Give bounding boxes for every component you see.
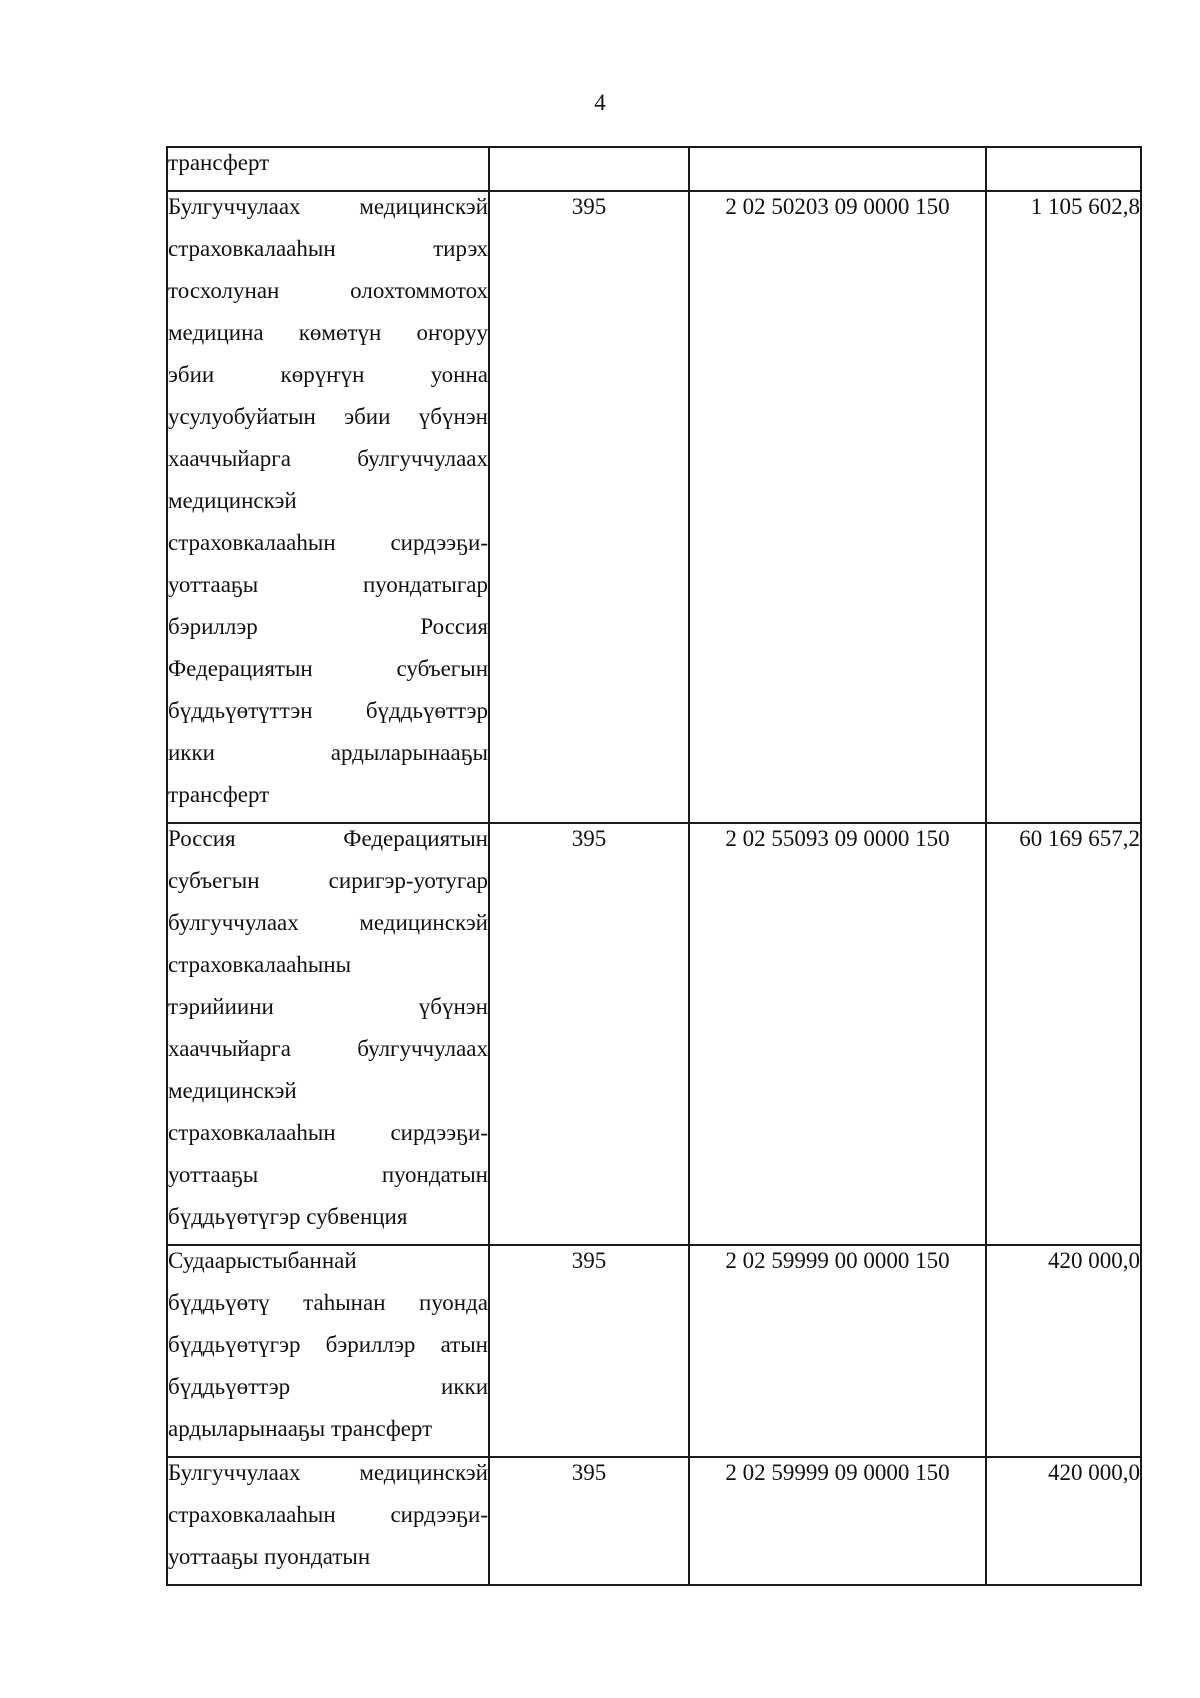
table-row <box>167 191 1141 823</box>
table-row <box>167 1457 1141 1585</box>
description-line: бэриллэр Россия <box>168 614 488 639</box>
row-amount: 60 169 657,2 <box>986 823 1141 1245</box>
description-line: Булгуччулаах медицинскэй <box>168 194 488 219</box>
row-budget-code <box>689 147 986 191</box>
description-line: хааччыйарга булгуччулаах <box>168 446 488 471</box>
row-admin-code: 395 <box>489 1245 689 1457</box>
description-line: булгуччулаах медицинскэй <box>168 910 488 935</box>
description-line: трансферт <box>168 150 270 175</box>
description-line: бүддьүөтүттэн бүддьүөттэр <box>168 698 488 723</box>
description-line: медицина көмөтүн оҥоруу <box>168 320 488 345</box>
budget-table <box>166 146 1142 1586</box>
description-line: страховкалааһын сирдээҕи- <box>168 1120 488 1145</box>
row-description <box>167 1457 489 1585</box>
description-line: хааччыйарга булгуччулаах <box>168 1036 488 1061</box>
description-line: Судаарыстыбаннай <box>168 1248 357 1273</box>
description-line: бүддьүөтүгэр субвенция <box>168 1204 408 1229</box>
row-amount: 420 000,0 <box>986 1457 1141 1585</box>
row-amount: 1 105 602,8 <box>986 191 1141 823</box>
table-row <box>167 147 1141 191</box>
row-description <box>167 1245 489 1457</box>
row-budget-code: 2 02 50203 09 0000 150 <box>689 191 986 823</box>
description-line: уоттааҕы пуондатын <box>168 1162 488 1187</box>
description-line: эбии көрүҥүн уонна <box>168 362 488 387</box>
description-line: субъегын сиригэр-уотугар <box>168 868 488 893</box>
row-budget-code: 2 02 55093 09 0000 150 <box>689 823 986 1245</box>
row-amount: 420 000,0 <box>986 1245 1141 1457</box>
row-admin-code: 395 <box>489 1457 689 1585</box>
description-line: бүддьүөттэр икки <box>168 1374 488 1399</box>
description-line: бүддьүөтүгэр бэриллэр атын <box>168 1332 488 1357</box>
description-line: Россия Федерациятын <box>168 826 488 851</box>
row-admin-code: 395 <box>489 191 689 823</box>
description-line: страховкалааһыны <box>168 952 352 977</box>
description-line: Булгуччулаах медицинскэй <box>168 1460 488 1485</box>
page-number: 4 <box>594 90 606 115</box>
description-line: медицинскэй <box>168 488 297 513</box>
description-line: уоттааҕы пуондатын <box>168 1544 371 1569</box>
row-amount <box>986 147 1141 191</box>
table-row <box>167 1245 1141 1457</box>
row-description <box>167 191 489 823</box>
table-row <box>167 823 1141 1245</box>
description-line: страховкалааһын тирэх <box>168 236 488 261</box>
description-line: страховкалааһын сирдээҕи- <box>168 530 488 555</box>
budget-table-body <box>167 147 1141 1585</box>
description-line: тэрийиини үбүнэн <box>168 994 488 1019</box>
row-budget-code: 2 02 59999 09 0000 150 <box>689 1457 986 1585</box>
description-line: усулуобуйатын эбии үбүнэн <box>168 404 488 429</box>
row-admin-code <box>489 147 689 191</box>
row-description <box>167 823 489 1245</box>
description-line: Федерациятын субъегын <box>168 656 488 681</box>
description-line: страховкалааһын сирдээҕи- <box>168 1502 488 1527</box>
row-description <box>167 147 489 191</box>
row-budget-code: 2 02 59999 00 0000 150 <box>689 1245 986 1457</box>
description-line: икки ардыларынааҕы <box>168 740 488 765</box>
description-line: тосхолунан олохтоммотох <box>168 278 488 303</box>
description-line: ардыларынааҕы трансферт <box>168 1416 433 1441</box>
description-line: трансферт <box>168 782 270 807</box>
description-line: медицинскэй <box>168 1078 297 1103</box>
description-line: бүддьүөтү таһынан пуонда <box>168 1290 488 1315</box>
row-admin-code: 395 <box>489 823 689 1245</box>
description-line: уоттааҕы пуондатыгар <box>168 572 488 597</box>
